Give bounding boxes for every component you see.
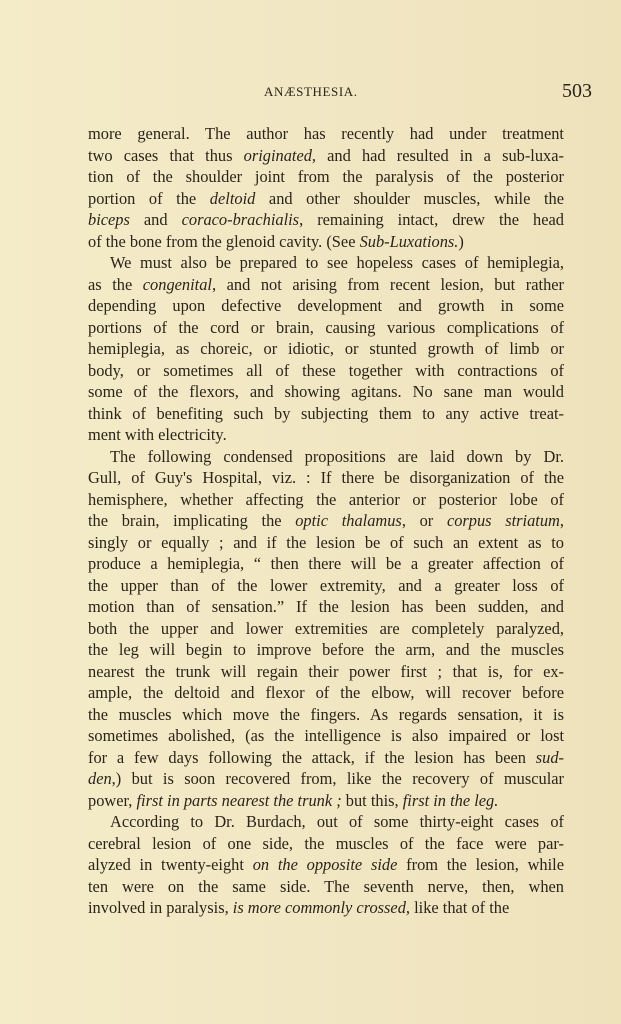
body-text <box>88 123 564 919</box>
text-line <box>88 661 564 683</box>
text-line <box>88 252 564 274</box>
text-run: hemisphere, whether affecting the anterior or posterior lobe of <box>88 489 564 509</box>
text-run: portions of the cord or brain, causing various complications of <box>88 317 564 337</box>
text-run: portion of the <box>88 188 210 208</box>
text-line <box>88 317 564 339</box>
paragraph <box>88 446 564 812</box>
italic-text-run: first in the leg. <box>402 790 499 810</box>
text-run: think of benefiting such by subjecting them to any active treat- <box>88 403 564 423</box>
text-run: depending upon defective development and growth in some <box>88 296 564 315</box>
text-run: for a few days following the attack, if the lesion has been <box>88 747 536 767</box>
text-run: ment with electricity. <box>88 425 227 444</box>
italic-text-run: originated <box>243 145 312 165</box>
text-run: the upper than of the lower extremity, and a greater loss of <box>88 575 564 595</box>
text-line <box>88 295 564 317</box>
text-run: , and not arising from recent lesion, but rather <box>211 274 564 294</box>
text-run: , remaining intact, drew the head <box>299 210 564 229</box>
text-line <box>88 833 564 855</box>
italic-text-run: sud- <box>535 747 564 767</box>
text-run: , like that of the <box>405 898 510 917</box>
italic-text-run: corpus striatum <box>446 511 560 530</box>
text-run: more general. The author has recently had under treatment <box>88 124 564 143</box>
text-line <box>88 575 564 597</box>
text-line <box>88 489 564 511</box>
text-line <box>88 725 564 747</box>
text-line <box>88 123 564 145</box>
text-run: power, <box>88 790 137 810</box>
text-run: Gull, of Guy's Hospital, viz. : If there be disorganization of the <box>88 468 564 487</box>
text-run: involved in paralysis, <box>88 898 233 917</box>
text-run: According to Dr. Burdach, out of some thirty-eight cases of <box>110 812 564 831</box>
text-run: cerebral lesion of one side, the muscles of the face were par- <box>88 833 564 853</box>
page-header <box>96 80 592 104</box>
text-run: alyzed in twenty-eight <box>88 855 253 874</box>
page-number: 503 <box>562 80 592 102</box>
text-line <box>88 360 564 382</box>
running-head: ANÆSTHESIA. <box>264 84 358 99</box>
text-line <box>88 618 564 640</box>
text-line <box>88 682 564 704</box>
italic-text-run: coraco-brachialis <box>181 210 300 229</box>
text-line <box>88 704 564 726</box>
text-line <box>88 532 564 554</box>
text-run: two cases that thus <box>88 145 244 165</box>
text-run: ten were on the same side. The seventh nerve, then, when <box>88 876 564 896</box>
text-run: of the bone from the glenoid cavity. (See <box>88 231 360 251</box>
italic-text-run: den <box>88 769 112 788</box>
text-line <box>88 897 564 919</box>
text-line <box>88 231 564 253</box>
italic-text-run: deltoid <box>209 188 256 208</box>
text-line <box>88 381 564 403</box>
text-run: body, or sometimes all of these together with contractions of <box>88 360 564 380</box>
text-run: as the <box>88 274 143 294</box>
text-line <box>88 553 564 575</box>
text-run: The following condensed propositions are laid down by Dr. <box>110 446 564 466</box>
text-line <box>88 209 564 231</box>
text-line <box>88 854 564 876</box>
text-run: the brain, implicating the <box>88 511 296 530</box>
paragraph <box>88 252 564 446</box>
text-line <box>88 768 564 790</box>
text-line <box>88 639 564 661</box>
italic-text-run: on the opposite side <box>252 855 398 874</box>
text-line <box>88 467 564 489</box>
italic-text-run: is more commonly crossed <box>232 898 406 917</box>
text-run: , <box>559 511 564 530</box>
text-line <box>88 510 564 532</box>
text-run: produce a hemiplegia, “ then there will be a greater affection of <box>88 554 564 573</box>
text-run: , or <box>401 511 447 530</box>
text-run: sometimes abolished, (as the intelligence is also impaired or lost <box>88 726 564 745</box>
text-line <box>88 811 564 833</box>
text-run: ) <box>458 231 464 251</box>
text-run: both the upper and lower extremities are completely paralyzed, <box>88 618 564 638</box>
text-run: tion of the shoulder joint from the paralysis of the posterior <box>88 167 564 186</box>
text-run: motion than of sensation.” If the lesion has been sudden, and <box>88 597 564 616</box>
text-line <box>88 274 564 296</box>
text-line <box>88 790 564 812</box>
text-run: but this, <box>341 790 403 810</box>
text-run: some of the flexors, and showing agitans. No sane man would <box>88 382 564 401</box>
text-line <box>88 596 564 618</box>
text-run: nearest the trunk will regain their power first ; that is, for ex- <box>88 661 564 681</box>
italic-text-run: Sub-Luxations. <box>359 231 459 251</box>
text-run: hemiplegia, as choreic, or idiotic, or stunted growth of limb or <box>88 339 564 358</box>
text-run: ample, the deltoid and flexor of the elbow, will recover before <box>88 683 564 702</box>
italic-text-run: biceps <box>88 210 130 229</box>
text-line <box>88 338 564 360</box>
text-run: We must also be prepared to see hopeless cases of hemiplegia, <box>110 253 564 272</box>
italic-text-run: congenital <box>142 274 212 294</box>
italic-text-run: first in parts nearest the trunk ; <box>136 790 342 810</box>
text-run: ,) but is soon recovered from, like the recovery of muscular <box>111 769 564 788</box>
text-line <box>88 188 564 210</box>
paragraph <box>88 811 564 919</box>
paragraph <box>88 123 564 252</box>
text-line <box>88 166 564 188</box>
text-run: from the lesion, while <box>397 855 565 874</box>
text-line <box>88 446 564 468</box>
text-line <box>88 403 564 425</box>
text-run: , and had resulted in a sub-luxa- <box>311 145 564 165</box>
italic-text-run: optic thalamus <box>295 511 402 530</box>
text-run: the muscles which move the fingers. As regards sensation, it is <box>88 704 564 724</box>
text-line <box>88 424 564 446</box>
text-run: singly or equally ; and if the lesion be of such an extent as to <box>88 532 564 552</box>
text-run: and other shoulder muscles, while the <box>255 188 564 208</box>
text-run: the leg will begin to improve before the arm, and the muscles <box>88 640 564 659</box>
text-line <box>88 747 564 769</box>
text-run: and <box>129 210 182 229</box>
text-line <box>88 145 564 167</box>
text-line <box>88 876 564 898</box>
